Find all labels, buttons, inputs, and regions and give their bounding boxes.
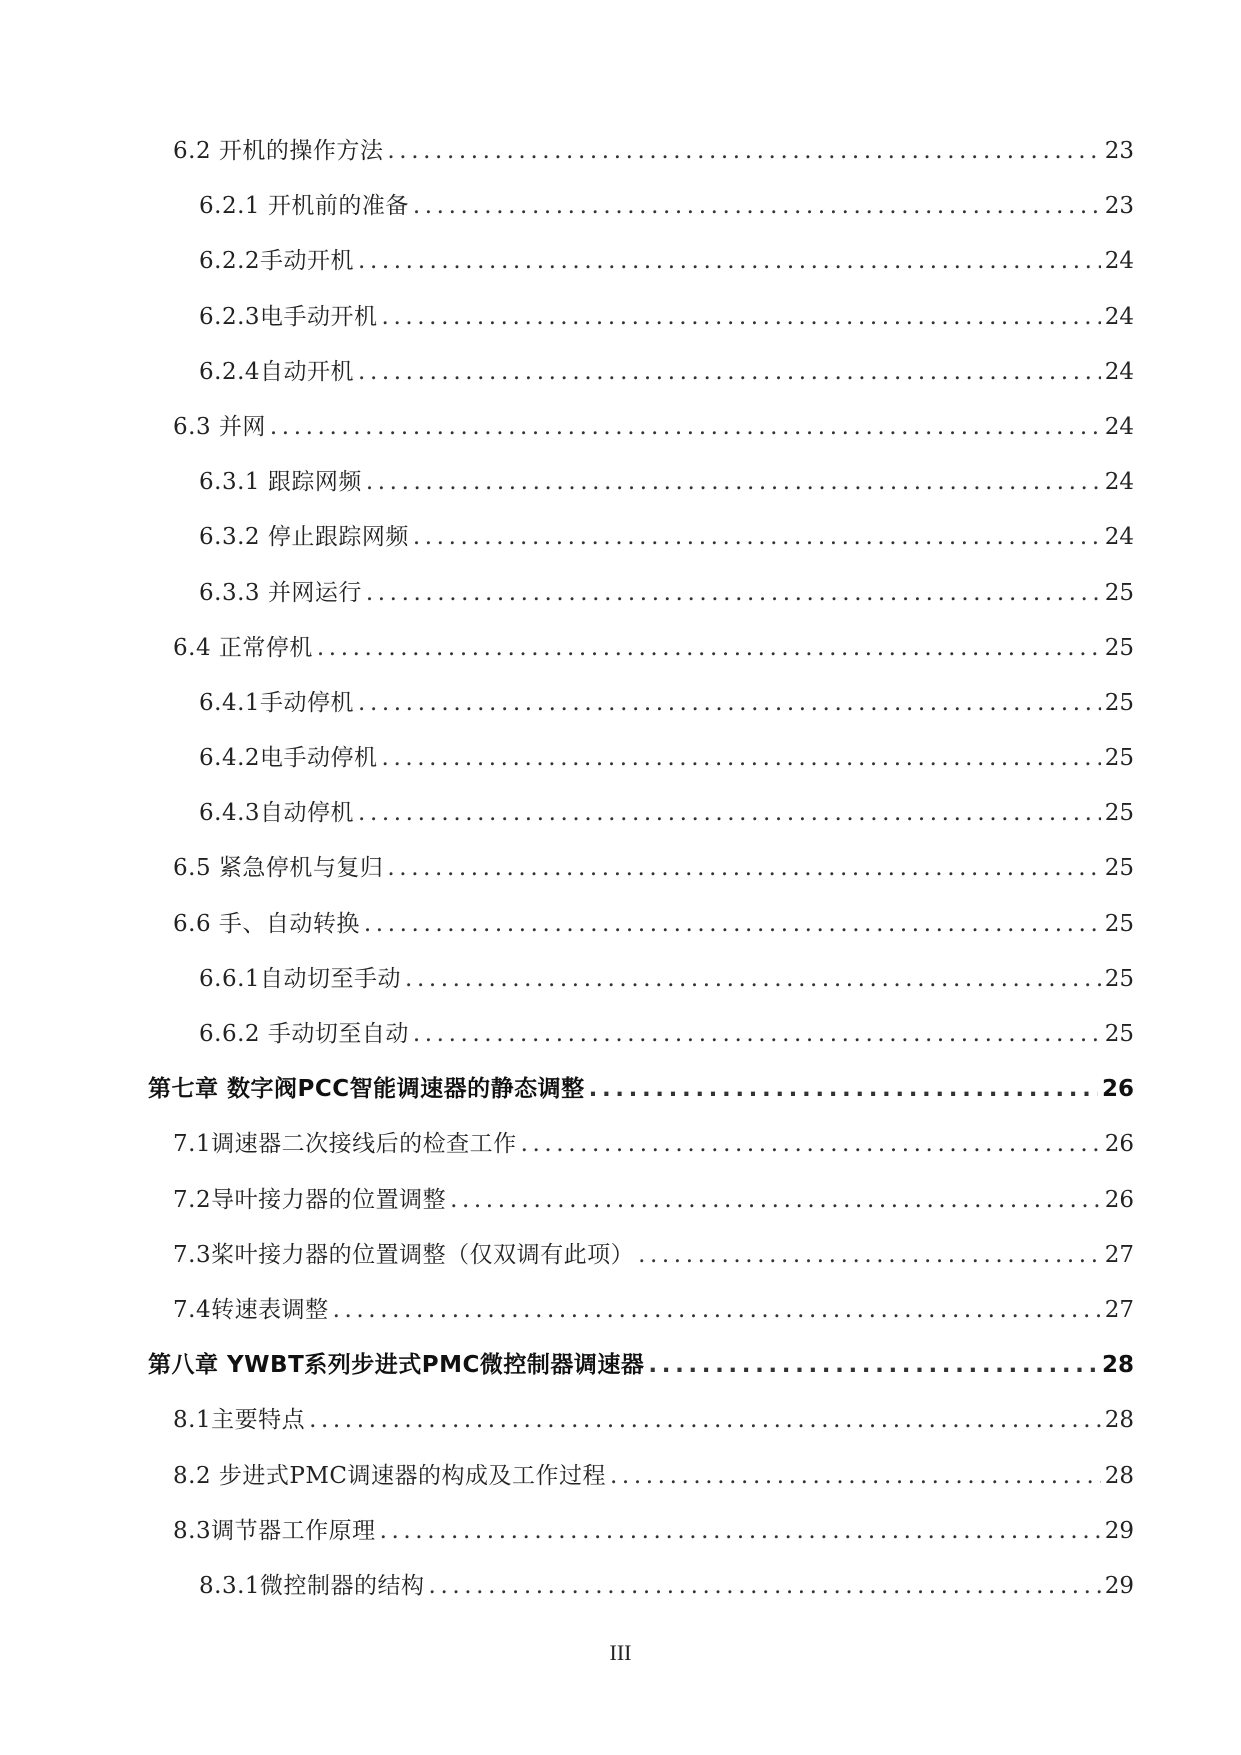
toc-entry-title: 6.6 手、自动转换 xyxy=(173,910,360,937)
toc-dot-leader xyxy=(405,964,1101,994)
toc-dot-leader xyxy=(648,1350,1098,1380)
toc-entry[interactable] xyxy=(148,633,1134,688)
toc-entry[interactable] xyxy=(148,1405,1134,1460)
toc-dot-leader xyxy=(382,743,1101,773)
toc-entry[interactable] xyxy=(148,1571,1134,1626)
toc-entry-title: 第八章 YWBT系列步进式PMC微控制器调速器 xyxy=(148,1352,645,1379)
toc-entry-title: 7.4转速表调整 xyxy=(173,1296,329,1323)
toc-entry-title: 6.2.2手动开机 xyxy=(199,248,355,275)
toc-entry-title: 8.1主要特点 xyxy=(173,1407,306,1434)
toc-entry-title: 6.2.3电手动开机 xyxy=(199,303,378,330)
toc-dot-leader xyxy=(638,1240,1101,1270)
toc-entry[interactable] xyxy=(148,798,1134,853)
toc-entry[interactable] xyxy=(148,136,1134,191)
toc-dot-leader xyxy=(387,853,1100,883)
toc-entry-title: 6.5 紧急停机与复归 xyxy=(173,855,384,882)
toc-entry-page: 26 xyxy=(1104,1186,1134,1213)
toc-dot-leader xyxy=(589,1074,1098,1104)
toc-dot-leader xyxy=(366,578,1101,608)
toc-entry[interactable] xyxy=(148,522,1134,577)
toc-dot-leader xyxy=(387,136,1100,166)
toc-entry[interactable] xyxy=(148,412,1134,467)
toc-entry-title: 6.4.3自动停机 xyxy=(199,800,355,827)
toc-entry-page: 25 xyxy=(1104,634,1134,661)
toc-entry[interactable] xyxy=(148,467,1134,522)
toc-entry-page: 24 xyxy=(1104,413,1134,440)
toc-entry-page: 26 xyxy=(1101,1076,1134,1103)
toc-entry-title: 6.4.1手动停机 xyxy=(199,689,355,716)
toc-entry[interactable] xyxy=(148,743,1134,798)
toc-chapter-entry[interactable] xyxy=(148,1074,1134,1129)
toc-entry-title: 6.3.2 停止跟踪网频 xyxy=(199,524,409,551)
toc-entry[interactable] xyxy=(148,1461,1134,1516)
toc-dot-leader xyxy=(413,191,1101,221)
toc-entry[interactable] xyxy=(148,909,1134,964)
toc-dot-leader xyxy=(358,688,1101,718)
toc-dot-leader xyxy=(309,1405,1101,1435)
table-of-contents xyxy=(148,136,1134,1626)
toc-entry-title: 6.6.1自动切至手动 xyxy=(199,965,402,992)
toc-entry-page: 24 xyxy=(1104,358,1134,385)
toc-dot-leader xyxy=(429,1571,1101,1601)
toc-entry-title: 第七章 数字阀PCC智能调速器的静态调整 xyxy=(148,1076,585,1103)
toc-entry[interactable] xyxy=(148,191,1134,246)
toc-entry-title: 6.3.1 跟踪网频 xyxy=(199,469,362,496)
toc-dot-leader xyxy=(317,633,1101,663)
toc-entry-page: 28 xyxy=(1101,1352,1134,1379)
toc-dot-leader xyxy=(366,467,1101,497)
toc-entry-title: 6.2 开机的操作方法 xyxy=(173,138,384,164)
toc-entry-title: 7.1调速器二次接线后的检查工作 xyxy=(173,1131,517,1158)
toc-entry-title: 8.2 步进式PMC调速器的构成及工作过程 xyxy=(173,1462,607,1489)
toc-entry[interactable] xyxy=(148,578,1134,633)
toc-dot-leader xyxy=(333,1295,1101,1325)
page-number: III xyxy=(609,1640,632,1665)
toc-entry[interactable] xyxy=(148,964,1134,1019)
toc-entry[interactable] xyxy=(148,1019,1134,1074)
toc-entry-title: 6.2.1 开机前的准备 xyxy=(199,193,409,220)
toc-entry-title: 6.2.4自动开机 xyxy=(199,358,355,385)
toc-entry-page: 28 xyxy=(1104,1407,1134,1434)
toc-entry-title: 6.4.2电手动停机 xyxy=(199,745,378,772)
toc-entry[interactable] xyxy=(148,1516,1134,1571)
toc-entry-page: 25 xyxy=(1104,689,1134,716)
toc-dot-leader xyxy=(521,1129,1101,1159)
toc-entry[interactable] xyxy=(148,1240,1134,1295)
toc-entry-title: 8.3.1微控制器的结构 xyxy=(199,1572,425,1599)
toc-entry[interactable] xyxy=(148,1295,1134,1350)
toc-entry-page: 23 xyxy=(1104,193,1134,220)
toc-entry-title: 6.4 正常停机 xyxy=(173,634,313,661)
toc-entry-page: 25 xyxy=(1104,1021,1134,1047)
toc-entry-page: 27 xyxy=(1104,1241,1134,1268)
toc-chapter-entry[interactable] xyxy=(148,1350,1134,1405)
toc-entry[interactable] xyxy=(148,1129,1134,1184)
toc-entry-title: 6.3.3 并网运行 xyxy=(199,579,362,606)
toc-dot-leader xyxy=(413,1019,1101,1049)
toc-dot-leader xyxy=(270,412,1101,442)
toc-dot-leader xyxy=(364,909,1101,939)
toc-entry-page: 29 xyxy=(1104,1572,1134,1599)
toc-entry-page: 24 xyxy=(1104,469,1134,496)
toc-entry-title: 7.3桨叶接力器的位置调整（仅双调有此项） xyxy=(173,1241,635,1268)
toc-entry-page: 24 xyxy=(1104,303,1134,330)
toc-entry[interactable] xyxy=(148,302,1134,357)
toc-entry-page: 24 xyxy=(1104,524,1134,551)
toc-dot-leader xyxy=(382,302,1101,332)
toc-entry-title: 6.3 并网 xyxy=(173,413,266,440)
toc-entry[interactable] xyxy=(148,688,1134,743)
toc-entry[interactable] xyxy=(148,357,1134,412)
toc-entry-title: 6.6.2 手动切至自动 xyxy=(199,1021,409,1047)
toc-dot-leader xyxy=(413,522,1101,552)
toc-entry-page: 25 xyxy=(1104,800,1134,827)
toc-entry-page: 26 xyxy=(1104,1131,1134,1158)
toc-entry-page: 28 xyxy=(1104,1462,1134,1489)
toc-entry[interactable] xyxy=(148,1185,1134,1240)
toc-dot-leader xyxy=(358,246,1101,276)
toc-entry-page: 25 xyxy=(1104,745,1134,772)
toc-dot-leader xyxy=(380,1516,1101,1546)
toc-entry[interactable] xyxy=(148,853,1134,908)
toc-entry-title: 8.3调节器工作原理 xyxy=(173,1517,376,1544)
toc-dot-leader xyxy=(450,1185,1101,1215)
toc-entry-page: 23 xyxy=(1104,138,1134,164)
toc-entry-page: 25 xyxy=(1104,910,1134,937)
toc-entry-page: 24 xyxy=(1104,248,1134,275)
toc-entry-page: 25 xyxy=(1104,965,1134,992)
toc-dot-leader xyxy=(358,357,1101,387)
toc-entry-title: 7.2导叶接力器的位置调整 xyxy=(173,1186,447,1213)
toc-entry-page: 27 xyxy=(1104,1296,1134,1323)
toc-entry-page: 29 xyxy=(1104,1517,1134,1544)
toc-dot-leader xyxy=(358,798,1101,828)
toc-entry[interactable] xyxy=(148,246,1134,301)
toc-entry-page: 25 xyxy=(1104,579,1134,606)
toc-entry-page: 25 xyxy=(1104,855,1134,882)
toc-dot-leader xyxy=(610,1461,1101,1491)
